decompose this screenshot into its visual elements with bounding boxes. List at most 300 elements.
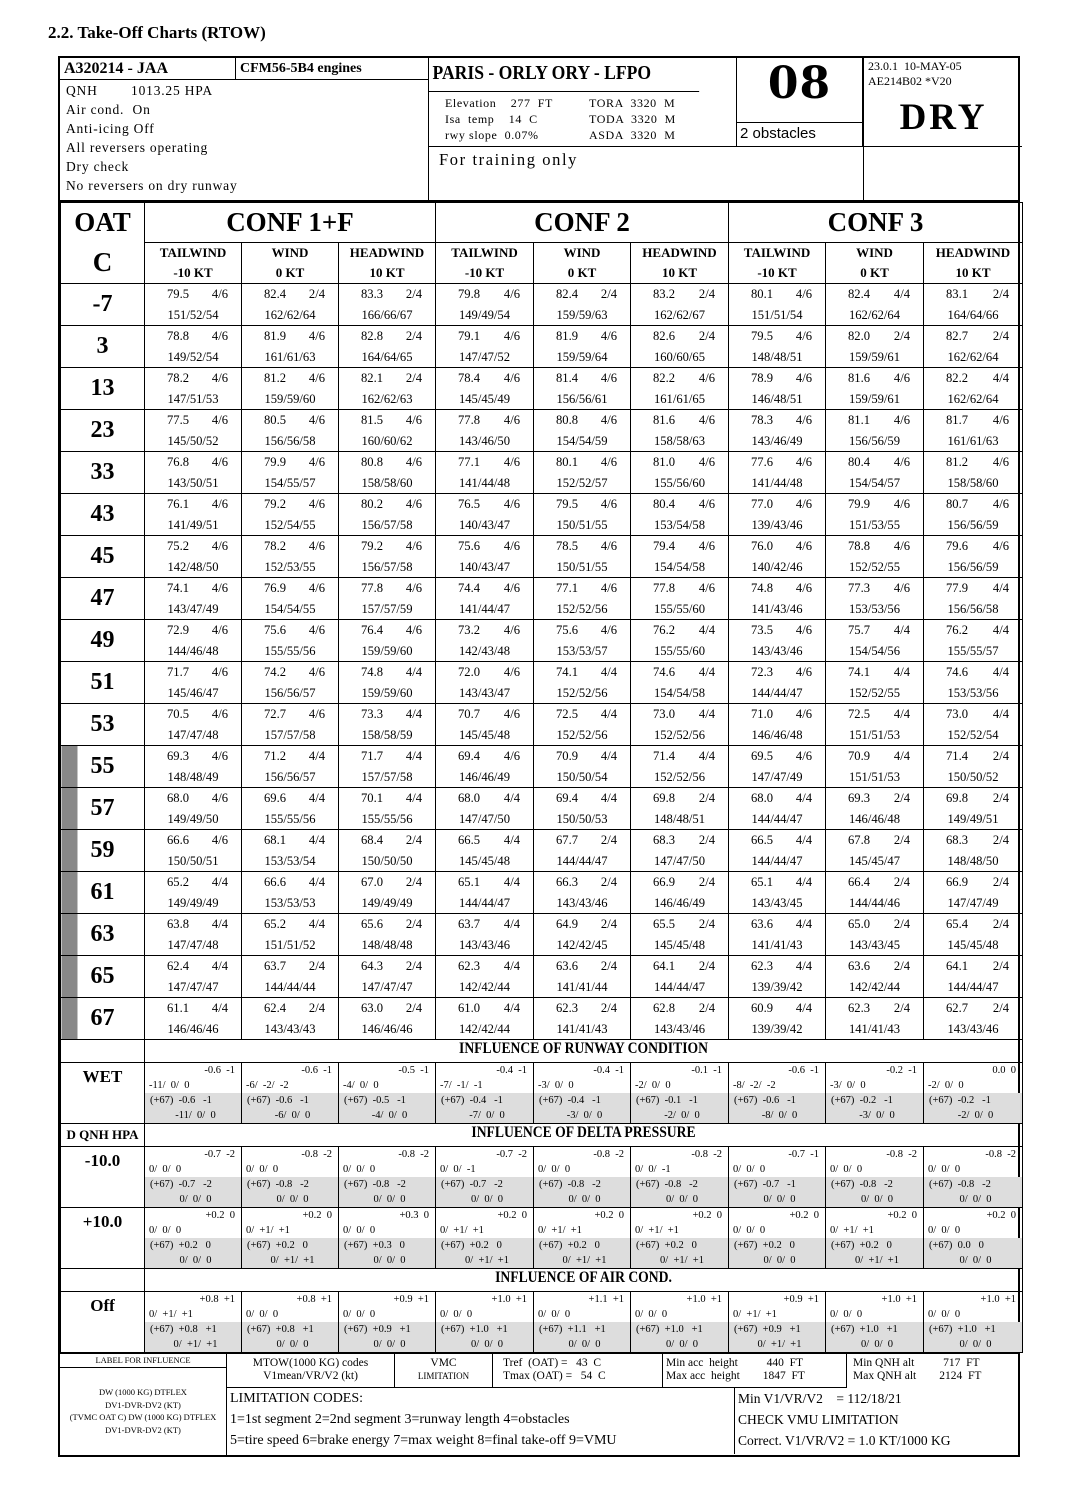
- speeds-value: 145/45/48: [458, 727, 511, 742]
- mtow-value: 65.5: [653, 917, 676, 931]
- speeds-value: 146/46/46: [167, 1021, 219, 1036]
- performance-cell: [339, 956, 436, 998]
- speeds-value: 154/54/57: [848, 475, 901, 490]
- limitation-code: 4/6: [992, 455, 1009, 469]
- mtow-line: [145, 284, 241, 305]
- limitation-code: 4/4: [795, 917, 812, 931]
- speeds-value: 141/44/48: [751, 475, 803, 490]
- mtow-line: [534, 410, 630, 431]
- mtow-value: 78.3: [751, 413, 774, 427]
- limitation-code: 4/6: [893, 413, 910, 427]
- performance-cell: [242, 410, 339, 452]
- performance-cell: [826, 326, 924, 368]
- mtow-value: 68.1: [264, 833, 287, 847]
- speeds-value: 141/49/51: [167, 517, 219, 532]
- wind-header: [145, 243, 242, 284]
- performance-cell: [924, 956, 1023, 998]
- mtow-line: [242, 536, 338, 557]
- influence-cell: [826, 1063, 924, 1124]
- performance-cell: [242, 368, 339, 410]
- mtow-line: [534, 830, 630, 851]
- influence-cell: [145, 1147, 242, 1208]
- limitation-code: 2/4: [308, 287, 325, 301]
- limitation-code: 4/4: [503, 791, 520, 805]
- speeds-value: 144/44/47: [947, 979, 999, 994]
- mtow-value: 81.7: [946, 413, 969, 427]
- mtow-value: 77.5: [167, 413, 190, 427]
- limitation-code: 4/4: [795, 959, 812, 973]
- rtow-table: [60, 202, 1023, 1353]
- influence-row: [61, 1063, 1023, 1124]
- oat-value: 55: [61, 746, 145, 788]
- limitation-code: 2/4: [405, 833, 422, 847]
- performance-cell: [826, 788, 924, 830]
- speeds-value: 156/56/59: [848, 433, 901, 448]
- influence-line: (+67) -0.7 -1: [729, 1177, 825, 1192]
- mtow-value: 77.8: [653, 581, 676, 595]
- mtow-value: 79.2: [361, 539, 384, 553]
- performance-cell: [339, 998, 436, 1040]
- influence-line: 0/ 0/ 0: [339, 1192, 435, 1207]
- runway-number: 08: [767, 58, 832, 109]
- mtow-line: [436, 536, 533, 557]
- influence-line: 0/ 0/ 0: [631, 1337, 728, 1352]
- mtow-line: [339, 788, 435, 809]
- limitation-code: 4/6: [211, 371, 228, 385]
- mtow-value: 62.4: [264, 1001, 287, 1015]
- limitation-code: 4/4: [893, 287, 910, 301]
- limitation-code: 4/6: [795, 497, 812, 511]
- performance-cell: [924, 536, 1023, 578]
- speeds-value: 152/53/55: [264, 559, 316, 574]
- limitation-code: 4/6: [405, 497, 422, 511]
- speeds-value: 143/43/47: [458, 685, 511, 700]
- mtow-line: [826, 662, 923, 683]
- influence-line: 0/ +1/ +1: [538, 1225, 582, 1236]
- mtow-value: 66.3: [556, 875, 579, 889]
- influence-line: 0/ 0/ 0: [733, 1225, 766, 1236]
- speeds-value: 162/62/64: [264, 307, 316, 322]
- influence-line: 0/ +1/ +1: [733, 1309, 777, 1320]
- performance-cell: [145, 746, 242, 788]
- influence-title-label: [61, 1269, 145, 1292]
- speeds-value: 155/55/56: [264, 811, 316, 826]
- mtow-line: [339, 452, 435, 473]
- performance-cell: [534, 578, 631, 620]
- mtow-value: 70.5: [167, 707, 190, 721]
- speeds-value: 155/55/57: [947, 643, 999, 658]
- performance-cell: [145, 494, 242, 536]
- speeds-value: 144/44/47: [751, 811, 803, 826]
- mtow-line: [729, 914, 825, 935]
- speeds-value: 153/53/56: [947, 685, 999, 700]
- mtow-value: 79.9: [848, 497, 871, 511]
- mtow-value: 82.4: [264, 287, 287, 301]
- speeds-label: V1mean/VR/V2 (kt): [263, 1370, 358, 1382]
- mtow-line: [436, 998, 533, 1019]
- speeds-value: 154/54/58: [653, 559, 706, 574]
- performance-cell: [436, 788, 534, 830]
- mtow-line: [534, 956, 630, 977]
- limitation-code: 4/6: [893, 581, 910, 595]
- limitation-code: 4/4: [405, 791, 422, 805]
- mtow-value: 70.9: [556, 749, 579, 763]
- mtow-line: [631, 872, 728, 893]
- limitation-code: 4/6: [698, 539, 715, 553]
- speeds-value: 145/46/47: [167, 685, 219, 700]
- speeds-value: 146/46/48: [751, 727, 803, 742]
- influence-line: 0/ 0/ 0: [826, 1192, 923, 1207]
- limitation-code: 4/6: [405, 539, 422, 553]
- limitation-code: 4/6: [992, 539, 1009, 553]
- limitation-code: 4/4: [405, 749, 422, 763]
- mtow-line: [826, 998, 923, 1019]
- performance-cell: [145, 788, 242, 830]
- limitation-code: 2/4: [600, 1001, 617, 1015]
- speeds-value: 144/44/47: [556, 853, 608, 868]
- mtow-line: [826, 494, 923, 515]
- influence-row: [61, 1208, 1023, 1269]
- limitation-codes: [227, 1388, 734, 1451]
- mtow-value: 76.5: [458, 497, 481, 511]
- speeds-value: 152/54/55: [264, 517, 316, 532]
- limitation-code: 4/6: [308, 665, 325, 679]
- speeds-value: 160/60/62: [361, 433, 413, 448]
- speeds-value: 151/51/53: [848, 727, 901, 742]
- mtow-value: 69.4: [458, 749, 481, 763]
- influence-line: +0.2 0: [594, 1210, 624, 1221]
- mtow-value: 62.4: [167, 959, 190, 973]
- influence-label: +10.0: [61, 1208, 145, 1269]
- mtow-line: [436, 830, 533, 851]
- influence-line: (+67) +0.9 +1: [729, 1322, 825, 1337]
- mtow-value: 62.3: [458, 959, 481, 973]
- limitation-code: 4/6: [405, 581, 422, 595]
- influence-line: 0/ +1/ +1: [436, 1253, 533, 1268]
- performance-cell: [826, 620, 924, 662]
- legend-line: (TVMC OAT C) DW (1000 KG) DTFLEX: [69, 1412, 217, 1422]
- speeds-value: 159/59/60: [361, 685, 413, 700]
- mtow-value: 80.1: [556, 455, 579, 469]
- conf-header: CONF 3: [729, 203, 1023, 243]
- mtow-line: [826, 956, 923, 977]
- influence-line: (+67) -0.4 -1: [534, 1093, 630, 1108]
- mtow-line: [145, 578, 241, 599]
- influence-line: (+67) -0.5 -1: [339, 1093, 435, 1108]
- speeds-value: 152/52/55: [848, 685, 901, 700]
- speeds-value: 142/42/44: [458, 1021, 511, 1036]
- speeds-value: 143/43/46: [458, 937, 511, 952]
- mtow-line: [534, 578, 630, 599]
- influence-line: -6/ -2/ -2: [246, 1080, 289, 1091]
- speeds-value: 144/44/44: [264, 979, 316, 994]
- vmu-check: CHECK VMU LIMITATION: [738, 1412, 899, 1427]
- wind-header: [924, 243, 1023, 284]
- wind-name: TAILWIND: [159, 245, 227, 260]
- speeds-value: 145/45/48: [947, 937, 999, 952]
- mtow-value: 66.4: [848, 875, 871, 889]
- speeds-value: 148/48/51: [653, 811, 706, 826]
- limitation-code: 4/6: [211, 833, 228, 847]
- limitation-code: 4/4: [308, 917, 325, 931]
- performance-cell: [436, 578, 534, 620]
- influence-title-label: [61, 1040, 145, 1063]
- limitation-code: 4/6: [211, 497, 228, 511]
- wind-name: WIND: [856, 245, 893, 260]
- influence-cell: [242, 1208, 339, 1269]
- performance-cell: [436, 662, 534, 704]
- speeds-value: 148/48/49: [167, 769, 219, 784]
- limitation-code: 4/6: [405, 413, 422, 427]
- vmc-legend: [395, 1354, 493, 1388]
- performance-cell: [534, 494, 631, 536]
- mtow-value: 73.3: [361, 707, 384, 721]
- influence-line: +1.0 +1: [881, 1294, 917, 1305]
- speeds-value: 155/55/60: [653, 601, 706, 616]
- performance-cell: [729, 914, 826, 956]
- limitation-code: 4/4: [308, 791, 325, 805]
- influence-line: +1.1 +1: [588, 1294, 624, 1305]
- param-qnh: QNH 1013.25 HPA: [66, 83, 213, 98]
- influence-cell: [145, 1292, 242, 1353]
- limitation-code: 4/6: [503, 623, 520, 637]
- performance-cell: [145, 284, 242, 326]
- mtow-value: 76.2: [653, 623, 676, 637]
- influence-line: 0/ 0/ 0: [538, 1309, 571, 1320]
- limitation-code: 4/6: [795, 371, 812, 385]
- influence-line: -0.8 -2: [301, 1149, 332, 1160]
- limitation-code: 4/4: [992, 665, 1009, 679]
- influence-line: +0.2 0: [497, 1210, 527, 1221]
- mtow-line: [631, 998, 728, 1019]
- limitation-code: 2/4: [405, 875, 422, 889]
- speeds-value: 145/45/47: [848, 853, 901, 868]
- limitation-code: 4/6: [503, 749, 520, 763]
- mtow-line: [826, 578, 923, 599]
- limitation-line: 1=1st segment 2=2nd segment 3=runway length 4=obstacles: [230, 1412, 570, 1427]
- speeds-value: 143/43/46: [556, 895, 608, 910]
- limitation-code: 2/4: [698, 791, 715, 805]
- performance-cell: [339, 410, 436, 452]
- mtow-value: 63.6: [848, 959, 871, 973]
- mtow-line: [242, 578, 338, 599]
- oat-value: 43: [61, 494, 145, 536]
- speeds-value: 148/48/50: [947, 853, 999, 868]
- mtow-value: 80.8: [556, 413, 579, 427]
- limitation-code: 4/4: [308, 875, 325, 889]
- wind-header: [631, 243, 729, 284]
- mtow-line: [924, 914, 1022, 935]
- performance-cell: [534, 452, 631, 494]
- param-reversers: All reversers operating: [66, 140, 209, 155]
- oat-value: 61: [61, 872, 145, 914]
- table-row: [61, 704, 1023, 746]
- obstacles: 2 obstacles: [736, 122, 863, 146]
- oat-value: 53: [61, 704, 145, 746]
- performance-cell: [631, 746, 729, 788]
- limitation-code: 4/4: [992, 371, 1009, 385]
- performance-cell: [631, 452, 729, 494]
- limitation-code: 4/4: [211, 959, 228, 973]
- runway-info: [445, 95, 676, 143]
- influence-cell: [436, 1208, 534, 1269]
- mtow-value: 80.4: [653, 497, 676, 511]
- mtow-value: 65.1: [458, 875, 481, 889]
- influence-line: 0/ 0/ 0: [534, 1337, 630, 1352]
- mtow-line: [729, 536, 825, 557]
- mtow-value: 68.0: [458, 791, 481, 805]
- table-row: [61, 536, 1023, 578]
- mtow-line: [729, 704, 825, 725]
- mtow-line: [631, 662, 728, 683]
- speeds-value: 145/45/48: [653, 937, 706, 952]
- influence-cell: [242, 1147, 339, 1208]
- speeds-value: 146/46/46: [361, 1021, 413, 1036]
- mtow-value: 81.1: [848, 413, 871, 427]
- performance-cell: [729, 872, 826, 914]
- wind-value: -10 KT: [173, 265, 213, 280]
- speeds-value: 152/52/56: [556, 685, 608, 700]
- mtow-line: [924, 284, 1022, 305]
- performance-cell: [631, 620, 729, 662]
- influence-line: (+67) +1.0 +1: [826, 1322, 923, 1337]
- engines: CFM56-5B4 engines: [236, 58, 429, 80]
- influence-title-row: [61, 1269, 1023, 1292]
- oat-value: 51: [61, 662, 145, 704]
- performance-cell: [631, 872, 729, 914]
- performance-cell: [242, 746, 339, 788]
- mtow-line: [729, 620, 825, 641]
- mtow-value: 83.1: [946, 287, 969, 301]
- mtow-line: [339, 704, 435, 725]
- influence-line: 0/ 0/ 0: [534, 1192, 630, 1207]
- mtow-line: [924, 494, 1022, 515]
- influence-line: +0.2 0: [302, 1210, 332, 1221]
- influence-line: 0/ 0/ 0: [149, 1164, 182, 1175]
- mtow-line: [924, 326, 1022, 347]
- mtow-value: 82.4: [848, 287, 871, 301]
- influence-line: (+67) +0.8 +1: [242, 1322, 338, 1337]
- influence-line: -11/ 0/ 0: [145, 1108, 241, 1123]
- limitation-code: 2/4: [698, 1001, 715, 1015]
- limitation-code: 4/6: [308, 581, 325, 595]
- performance-cell: [631, 998, 729, 1040]
- performance-cell: [924, 410, 1023, 452]
- limitation-code: 2/4: [992, 959, 1009, 973]
- speeds-value: 157/57/58: [361, 769, 413, 784]
- performance-cell: [436, 956, 534, 998]
- influence-line: (+67) +1.0 +1: [924, 1322, 1022, 1337]
- mtow-value: 78.2: [264, 539, 287, 553]
- performance-cell: [436, 746, 534, 788]
- speeds-value: 155/55/60: [653, 643, 706, 658]
- limitation-code: 4/6: [503, 581, 520, 595]
- speeds-value: 164/64/65: [361, 349, 413, 364]
- limitation-code: 2/4: [698, 833, 715, 847]
- limitation-code: 4/4: [503, 1001, 520, 1015]
- limitation-line: 5=tire speed 6=brake energy 7=max weight 8=final take-off 9=VMU: [230, 1433, 617, 1448]
- influence-line: (+67) +0.2 0: [242, 1238, 338, 1253]
- performance-cell: [242, 536, 339, 578]
- limitation-code: 2/4: [405, 917, 422, 931]
- mtow-line: [339, 536, 435, 557]
- mtow-line: [242, 284, 338, 305]
- speeds-value: 139/43/46: [751, 517, 803, 532]
- mtow-line: [145, 872, 241, 893]
- influence-label: -10.0: [61, 1147, 145, 1208]
- limitation-code: 4/6: [405, 623, 422, 637]
- table-row: [61, 620, 1023, 662]
- influence-line: -0.7 -1: [788, 1149, 819, 1160]
- speeds-value: 151/52/54: [167, 307, 219, 322]
- influence-cell: [242, 1063, 339, 1124]
- influence-line: (+67) +0.2 0: [729, 1238, 825, 1253]
- performance-cell: [729, 746, 826, 788]
- limitation-code: 4/4: [893, 623, 910, 637]
- influence-line: -3/ 0/ 0: [534, 1108, 630, 1123]
- influence-line: +0.2 0: [205, 1210, 235, 1221]
- performance-cell: [534, 410, 631, 452]
- performance-cell: [729, 704, 826, 746]
- limitation-code: 4/6: [698, 581, 715, 595]
- speeds-value: 140/42/46: [751, 559, 803, 574]
- limitation-code: 4/4: [308, 833, 325, 847]
- mtow-line: [145, 704, 241, 725]
- mtow-value: 77.8: [361, 581, 384, 595]
- speeds-value: 142/42/45: [556, 937, 608, 952]
- limitation-code: 2/4: [992, 917, 1009, 931]
- mtow-line: [339, 998, 435, 1019]
- performance-cell: [436, 494, 534, 536]
- influence-line: (+67) +1.1 +1: [534, 1322, 630, 1337]
- mtow-value: 63.7: [458, 917, 481, 931]
- limitation-code: 4/6: [211, 413, 228, 427]
- speeds-value: 148/48/48: [361, 937, 413, 952]
- performance-cell: [631, 410, 729, 452]
- performance-cell: [339, 746, 436, 788]
- mtow-line: [145, 536, 241, 557]
- influence-line: (+67) +0.2 0: [534, 1238, 630, 1253]
- influence-line: (+67) +0.2 0: [436, 1238, 533, 1253]
- influence-line: -7/ 0/ 0: [436, 1108, 533, 1123]
- limitation-code: 2/4: [600, 833, 617, 847]
- influence-cell: [436, 1063, 534, 1124]
- mtow-line: [242, 452, 338, 473]
- speeds-value: 150/50/52: [947, 769, 999, 784]
- speeds-value: 142/42/44: [458, 979, 511, 994]
- mtow-line: [924, 704, 1022, 725]
- limitation-code: 2/4: [405, 329, 422, 343]
- influence-line: (+67) -0.1 -1: [631, 1093, 728, 1108]
- mtow-value: 66.6: [167, 833, 190, 847]
- mtow-line: [242, 788, 338, 809]
- mtow-line: [436, 872, 533, 893]
- mtow-value: 80.4: [848, 455, 871, 469]
- limitation-code: 2/4: [992, 791, 1009, 805]
- speeds-value: 141/41/43: [848, 1021, 901, 1036]
- speeds-value: 143/47/49: [167, 601, 219, 616]
- mtow-value: 65.2: [264, 917, 287, 931]
- mtow-value: 74.8: [751, 581, 774, 595]
- influence-line: 0/ 0/ 0: [729, 1253, 825, 1268]
- wind-name: HEADWIND: [935, 245, 1011, 260]
- limitation-code: 4/4: [405, 665, 422, 679]
- mtow-line: [145, 494, 241, 515]
- performance-cell: [534, 704, 631, 746]
- mtow-line: [534, 452, 630, 473]
- mtow-value: 76.0: [751, 539, 774, 553]
- mtow-line: [534, 326, 630, 347]
